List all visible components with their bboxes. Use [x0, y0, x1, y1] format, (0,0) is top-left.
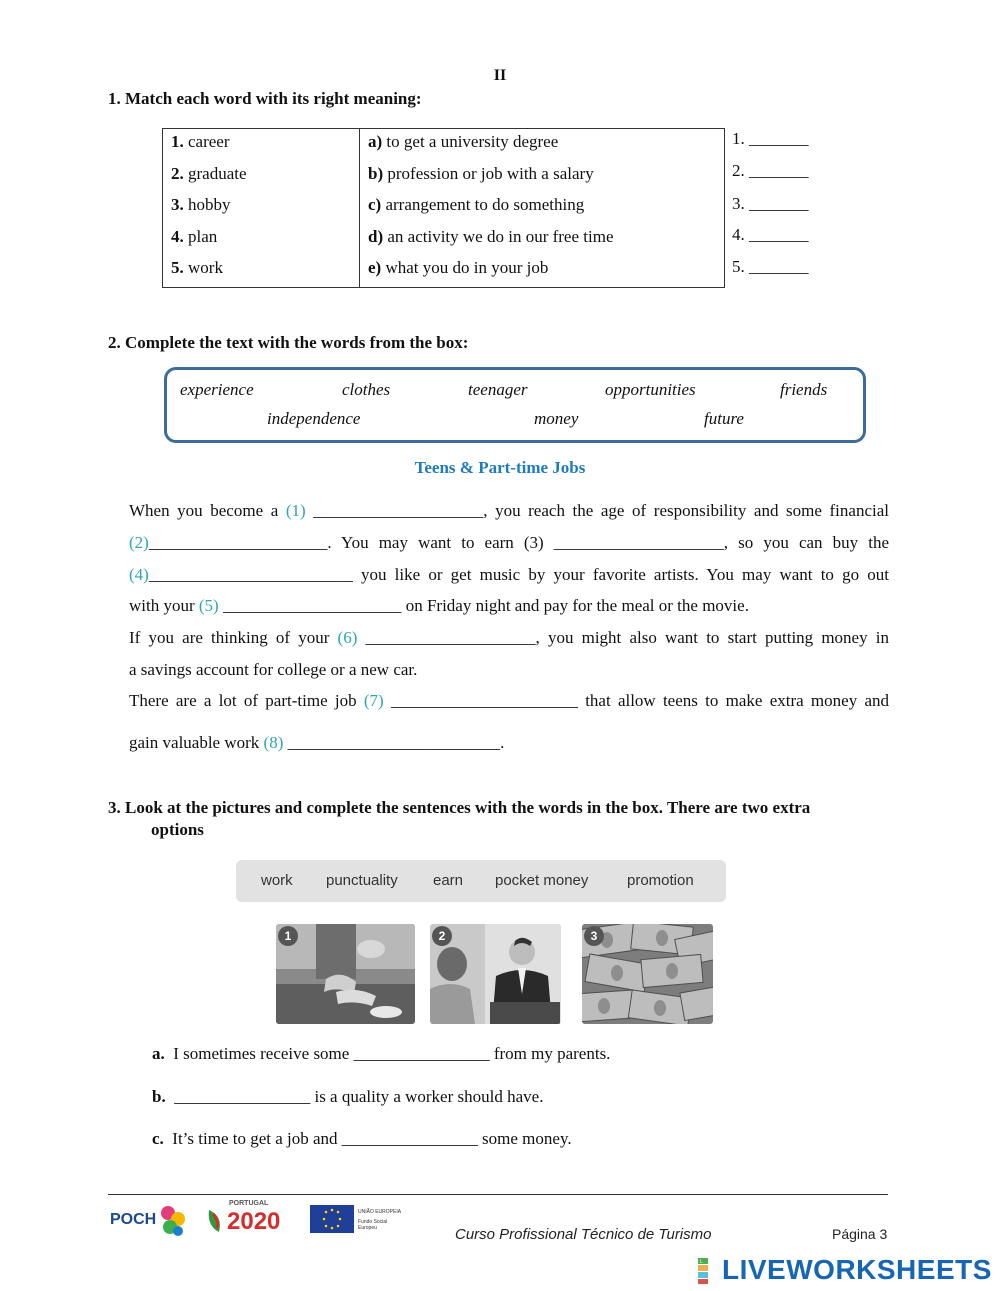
- answer-blank-4[interactable]: 4. _______: [732, 225, 809, 244]
- meaning-cell: b) profession or job with a salary: [360, 161, 725, 193]
- table-row: [163, 161, 725, 193]
- passage-line: There are a lot of part-time job (7) ______________________ that allow teens to make extra money and: [129, 691, 889, 710]
- brand-side-letter: L: [700, 1259, 703, 1265]
- box-word: experience: [180, 380, 254, 399]
- answer-blank-5[interactable]: 5. _______: [732, 257, 809, 276]
- picture-number-badge: 3: [584, 926, 604, 946]
- eu-logo: UNIÃO EUROPEIA Fundo Social Europeu: [310, 1205, 405, 1235]
- box-word: future: [704, 409, 744, 428]
- picture-number-badge: 2: [432, 926, 452, 946]
- bar-word: punctuality: [326, 872, 398, 889]
- box-word: clothes: [342, 380, 391, 399]
- bar-word: work: [261, 872, 293, 889]
- passage-line: (2)_____________________. You may want to earn (3) ____________________, so you can buy the: [129, 533, 889, 552]
- footer-rule: [108, 1194, 888, 1195]
- word-cell: 2. graduate: [163, 161, 360, 193]
- q1-heading: 1. Match each word with its right meaning:: [108, 89, 422, 108]
- box-word: opportunities: [605, 380, 696, 399]
- word-cell: 1. career: [163, 129, 360, 161]
- word-box: [164, 367, 866, 443]
- matching-table: [162, 128, 725, 288]
- bar-word: earn: [433, 872, 464, 889]
- word-bar: [236, 860, 726, 902]
- bar-word: pocket money: [495, 872, 589, 889]
- bar-word: promotion: [627, 872, 694, 889]
- meaning-cell: d) an activity we do in our free time: [360, 224, 725, 256]
- meaning-cell: c) arrangement to do something: [360, 192, 725, 224]
- picture-3: [582, 924, 713, 1024]
- portugal-2020-logo: PORTUGAL 2020: [205, 1200, 300, 1238]
- picture-number-badge: 1: [278, 926, 298, 946]
- passage-line: with your (5) _____________________ on Friday night and pay for the meal or the movie.: [129, 596, 749, 615]
- meaning-cell: e) what you do in your job: [360, 255, 725, 287]
- sentence-a: a. I sometimes receive some ________________ from my parents.: [152, 1044, 611, 1063]
- table-row: [163, 255, 725, 287]
- word-cell: 5. work: [163, 255, 360, 287]
- picture-2: [430, 924, 561, 1024]
- answer-blank-2[interactable]: 2. _______: [732, 161, 809, 180]
- box-word: money: [534, 409, 579, 428]
- picture-1: [276, 924, 415, 1024]
- sentence-b: b. ________________ is a quality a worker should have.: [152, 1087, 544, 1106]
- word-cell: 4. plan: [163, 224, 360, 256]
- passage-line: a savings account for college or a new car.: [129, 660, 418, 679]
- q2-heading: 2. Complete the text with the words from the box:: [108, 333, 469, 352]
- table-row: [163, 129, 725, 161]
- box-word: independence: [267, 409, 361, 428]
- passage-line: When you become a (1) ____________________, you reach the age of responsibility and some financial: [129, 501, 889, 520]
- box-word: teenager: [468, 380, 528, 399]
- q3-heading-cont: options: [151, 820, 204, 839]
- meaning-cell: a) to get a university degree: [360, 129, 725, 161]
- liveworksheets-icon: [698, 1258, 720, 1284]
- answer-blank-3[interactable]: 3. _______: [732, 194, 809, 213]
- liveworksheets-brand: LIVEWORKSHEETS: [722, 1254, 992, 1285]
- section-number: II: [493, 67, 507, 84]
- box-word: friends: [780, 380, 828, 399]
- word-cell: 3. hobby: [163, 192, 360, 224]
- table-row: [163, 224, 725, 256]
- passage-title: Teens & Part-time Jobs: [414, 458, 586, 477]
- passage-line: (4)________________________ you like or get music by your favorite artists. You may want to go out: [129, 565, 889, 584]
- answer-blank-1[interactable]: 1. _______: [732, 129, 809, 148]
- sentence-c: c. It’s time to get a job and ________________ some money.: [152, 1129, 572, 1148]
- passage-line: If you are thinking of your (6) ____________________, you might also want to start putting money in: [129, 628, 889, 647]
- page-number: Página 3: [832, 1226, 888, 1242]
- q3-heading: 3. Look at the pictures and complete the sentences with the words in the box. There are two extra: [108, 798, 811, 817]
- course-name: Curso Profissional Técnico de Turismo: [455, 1226, 712, 1243]
- passage-line: gain valuable work (8) _________________________.: [129, 733, 505, 752]
- table-row: [163, 192, 725, 224]
- poch-logo: POCH: [110, 1203, 190, 1239]
